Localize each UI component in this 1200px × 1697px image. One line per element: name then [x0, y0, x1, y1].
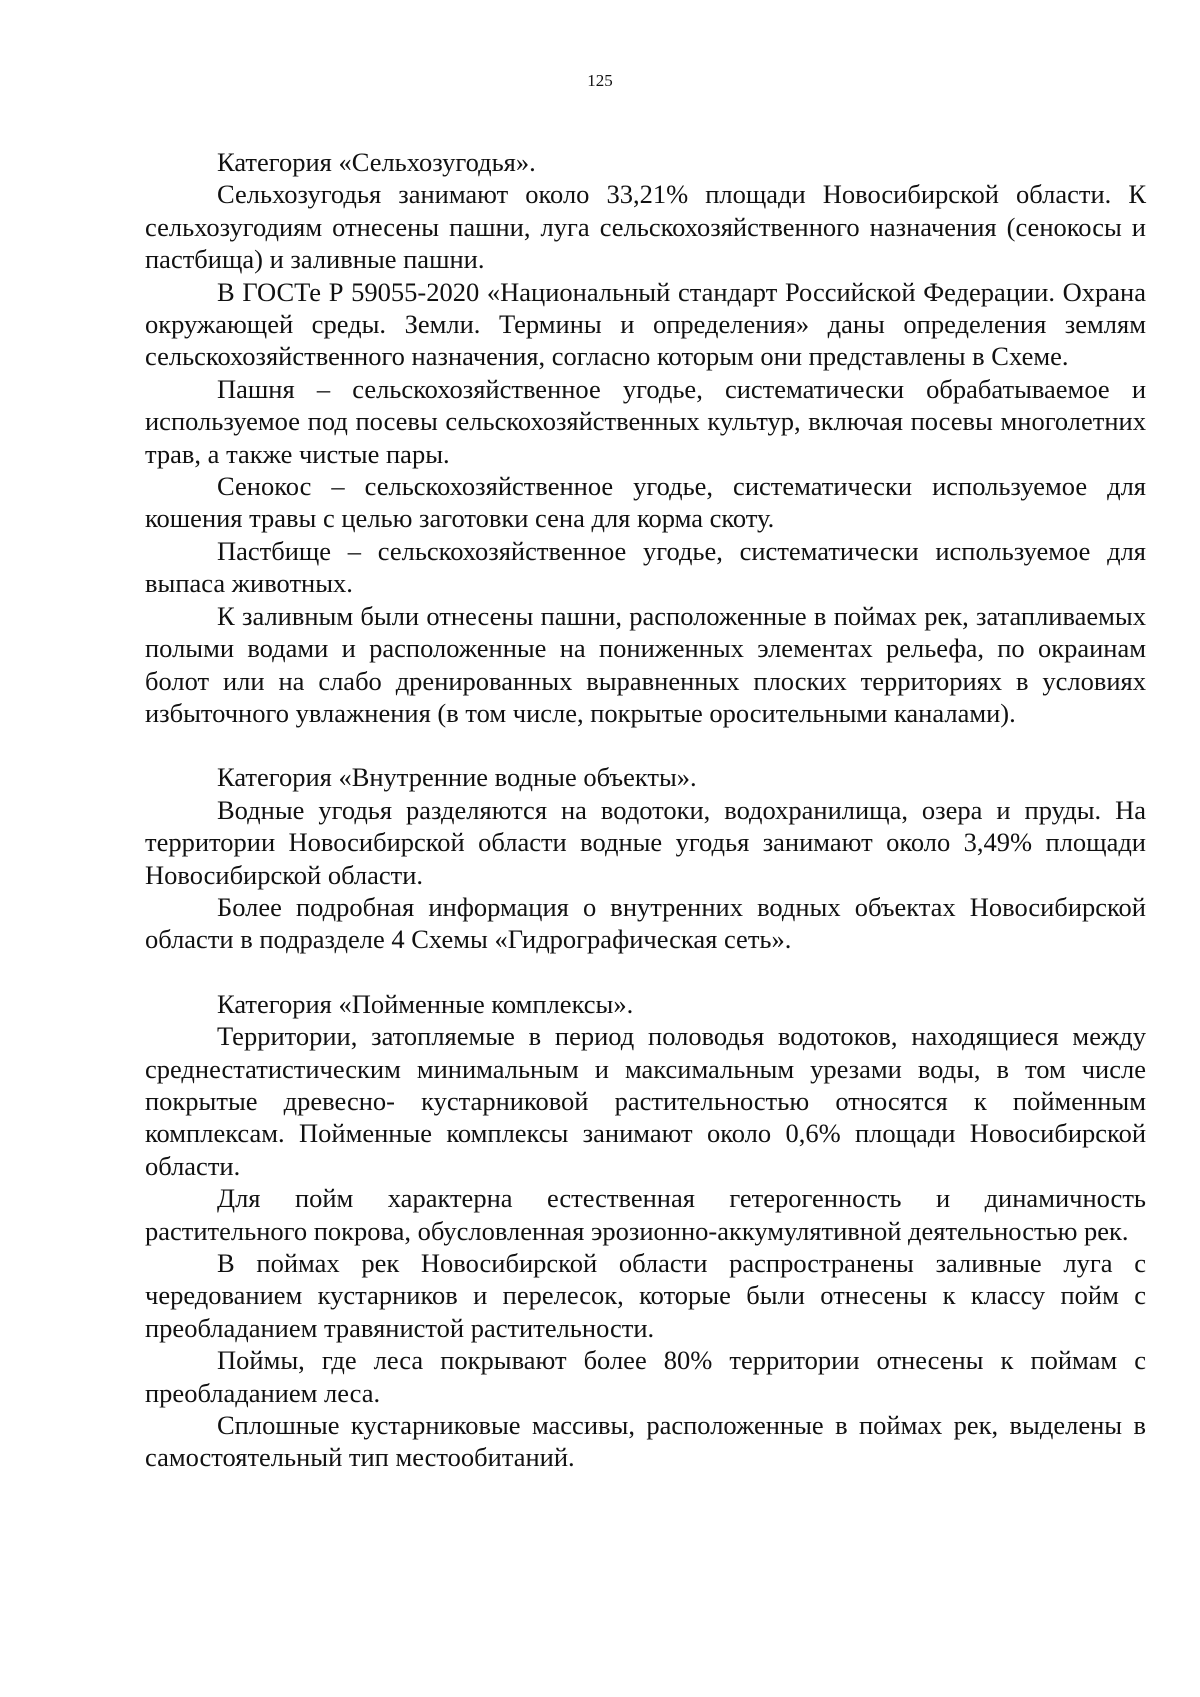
- paragraph: Более подробная информация о внутренних водных объектах Новосибирской области в подразделе 4 Схемы «Гидрографическая сеть».: [145, 891, 1146, 955]
- paragraph: К заливным были отнесены пашни, расположенные в поймах рек, затапливаемых полыми водами и расположенные на пониженных элементах рельефа, по окраинам болот или на слабо дренированных выравненных плоских территориях в условиях избыточного увлажнения (в том числе, покрытые оросительными каналами).: [145, 600, 1146, 728]
- paragraph: Поймы, где леса покрывают более 80% территории отнесены к поймам с преобладанием леса.: [145, 1345, 1146, 1408]
- paragraph: Территории, затопляемые в период половодья водотоков, находящиеся между среднестатистическим минимальным и максимальным урезами воды, в том числе покрытые древесно- кустарниковой растительностью относятся к пойменным комплексам. Пойменные комплексы занимают около 0,6% площади Новосибирской области.: [145, 1021, 1146, 1181]
- section-agricultural-land: [145, 146, 1146, 729]
- paragraph: Пастбище – сельскохозяйственное угодье, систематически используемое для выпаса животных.: [145, 535, 1146, 599]
- section-spacer: [145, 956, 1146, 988]
- document-body: [145, 146, 1146, 1474]
- paragraph: Водные угодья разделяются на водотоки, водохранилища, озера и пруды. На территории Новосибирской области водные угодья занимают около 3,49% площади Новосибирской области.: [145, 794, 1146, 890]
- paragraph: Сельхозугодья занимают около 33,21% площади Новосибирской области. К сельхозугодиям отнесены пашни, луга сельскохозяйственного назначения (сенокосы и пастбища) и заливные пашни.: [145, 179, 1146, 275]
- paragraph: Сенокос – сельскохозяйственное угодье, систематически используемое для кошения травы с целью заготовки сена для корма скоту.: [145, 471, 1146, 534]
- section-spacer: [145, 729, 1146, 761]
- section-heading: Категория «Пойменные комплексы».: [217, 988, 634, 1019]
- paragraph: Для пойм характерна естественная гетерогенность и динамичность растительного покрова, обусловленная эрозионно-аккумулятивной деятельностью рек.: [145, 1183, 1146, 1246]
- section-heading: Категория «Сельхозугодья».: [217, 147, 536, 177]
- paragraph: Сплошные кустарниковые массивы, расположенные в поймах рек, выделены в самостоятельный тип местообитаний.: [145, 1410, 1146, 1473]
- paragraph: В поймах рек Новосибирской области распространены заливные луга с чередованием кустарников и перелесок, которые были отнесены к классу пойм с преобладанием травянистой растительности.: [145, 1248, 1146, 1343]
- section-heading: Категория «Внутренние водные объекты».: [217, 762, 697, 793]
- section-floodplain-complexes: [145, 988, 1146, 1474]
- paragraph: В ГОСТе Р 59055-2020 «Национальный стандарт Российской Федерации. Охрана окружающей среды. Земли. Термины и определения» даны определения землям сельскохозяйственного назначения, согласно которым они представлены в Схеме.: [145, 276, 1146, 372]
- paragraph: Пашня – сельскохозяйственное угодье, систематически обрабатываемое и используемое под посевы сельскохозяйственных культур, включая посевы многолетних трав, а также чистые пары.: [145, 373, 1146, 469]
- section-inland-water-bodies: [145, 761, 1146, 955]
- page-number: 125: [587, 71, 613, 90]
